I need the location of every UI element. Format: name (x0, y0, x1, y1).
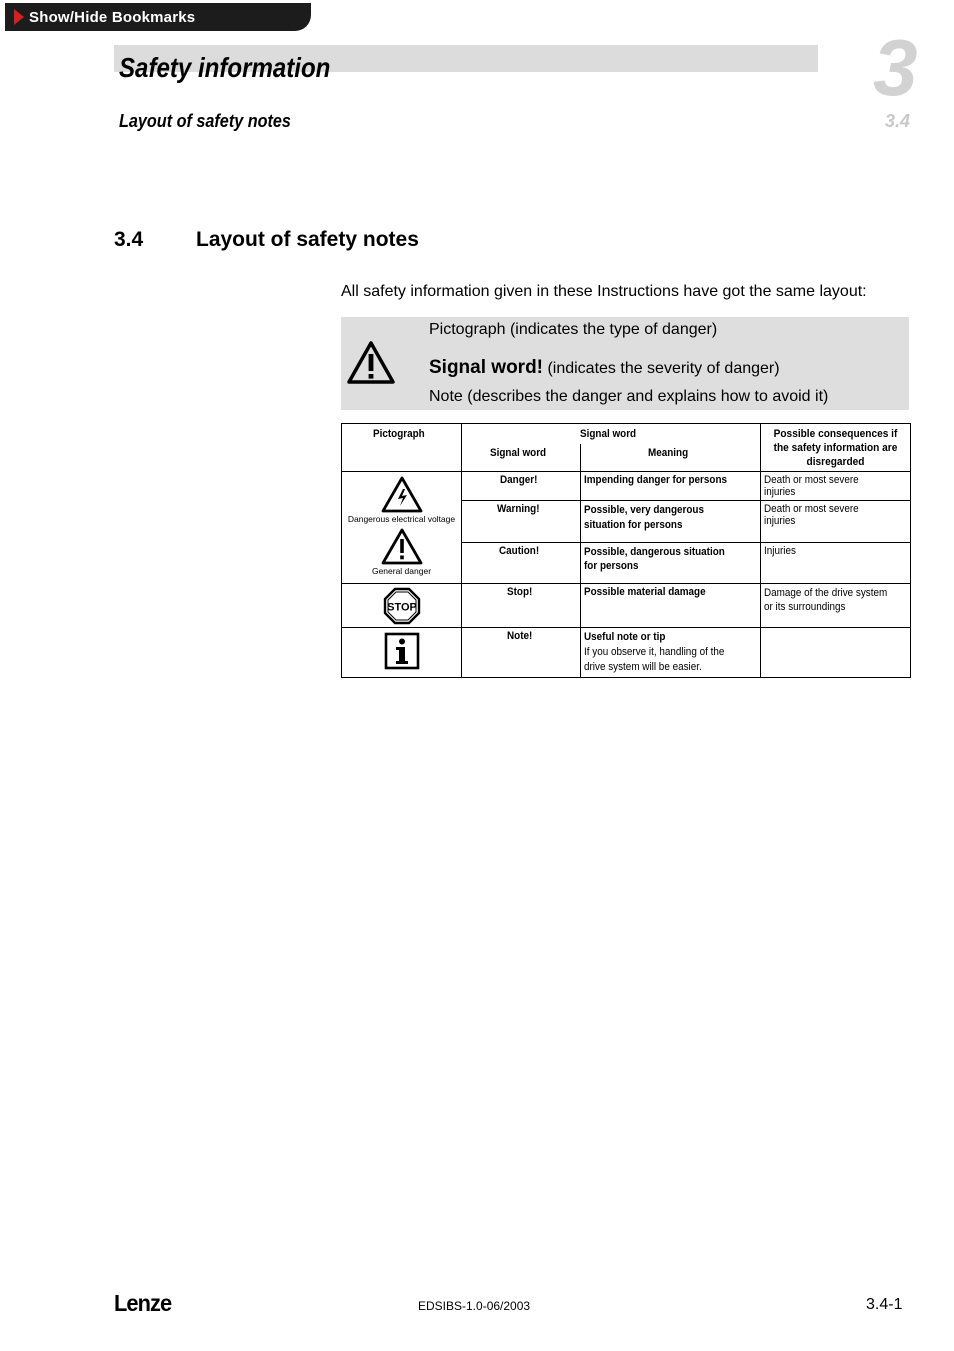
lenze-logo: Lenze (114, 1290, 172, 1316)
safety-note-example (341, 317, 909, 410)
caption-general: General danger (371, 566, 432, 576)
consequence-note (761, 628, 911, 678)
note-description-line: Note (describes the danger and explains how to avoid it) (429, 388, 829, 405)
section-number-marker: 3.4 (885, 111, 911, 131)
show-hide-bookmarks-button[interactable] (5, 3, 311, 31)
note-pictograph-line: Pictograph (indicates the type of danger) (429, 321, 718, 338)
table-row (342, 472, 911, 501)
signal-warning: Warning! (462, 501, 581, 543)
header-pictograph: Pictograph (342, 424, 462, 472)
signal-word: Signal word! (429, 357, 543, 378)
pictograph-stop-cell (342, 584, 462, 628)
consequence-stop: Damage of the drive system or its surroundings (761, 584, 911, 628)
section-subtitle: Layout of safety notes (119, 111, 291, 131)
header-signal-word-group: Signal word (462, 424, 761, 445)
consequence-danger: Death or most severe injuries (761, 472, 911, 501)
pictograph-note-cell (342, 628, 462, 678)
meaning-caution: Possible, dangerous situation for persons (581, 543, 761, 584)
meaning-danger: Impending danger for persons (581, 472, 761, 501)
meaning-warning: Possible, very dangerous situation for persons (581, 501, 761, 543)
stop-sign-icon (383, 587, 421, 625)
table-row (342, 584, 911, 628)
safety-levels-table (341, 423, 911, 678)
general-danger-icon (381, 528, 423, 566)
table-row (342, 628, 911, 678)
consequence-warning: Death or most severe injuries (761, 501, 911, 543)
intro-text: All safety information given in these Instructions have got the same layout: (341, 283, 867, 300)
signal-danger: Danger! (462, 472, 581, 501)
signal-caution: Caution! (462, 543, 581, 584)
info-icon (384, 632, 420, 670)
header-signal-word: Signal word (462, 445, 581, 472)
signal-word-explanation: (indicates the severity of danger) (543, 360, 780, 377)
meaning-stop: Possible material damage (581, 584, 761, 628)
warning-triangle-icon (346, 340, 396, 386)
caption-electrical: Dangerous electrical voltage (347, 514, 456, 524)
header-consequences: Possible consequences if the safety information are disregarded (761, 424, 911, 472)
electrical-voltage-icon (381, 476, 423, 514)
consequence-caution: Injuries (761, 543, 911, 584)
show-hide-bookmarks-label: Show/Hide Bookmarks (29, 8, 196, 26)
section-title: Layout of safety notes (196, 228, 419, 251)
triangle-right-icon (14, 9, 24, 25)
page-number: 3.4-1 (866, 1296, 903, 1313)
stop-sign-text: STOP (386, 601, 417, 614)
chapter-number: 3 (873, 23, 918, 112)
header-meaning: Meaning (581, 445, 761, 472)
note-signal-line (429, 357, 780, 379)
signal-stop: Stop! (462, 584, 581, 628)
signal-note: Note! (462, 628, 581, 678)
section-number: 3.4 (114, 228, 144, 251)
document-code: EDSIBS-1.0-06/2003 (418, 1299, 531, 1313)
pictograph-danger-cell (342, 472, 462, 584)
meaning-note: Useful note or tip If you observe it, handling of the drive system will be easier. (581, 628, 761, 678)
chapter-title: Safety information (119, 52, 331, 83)
